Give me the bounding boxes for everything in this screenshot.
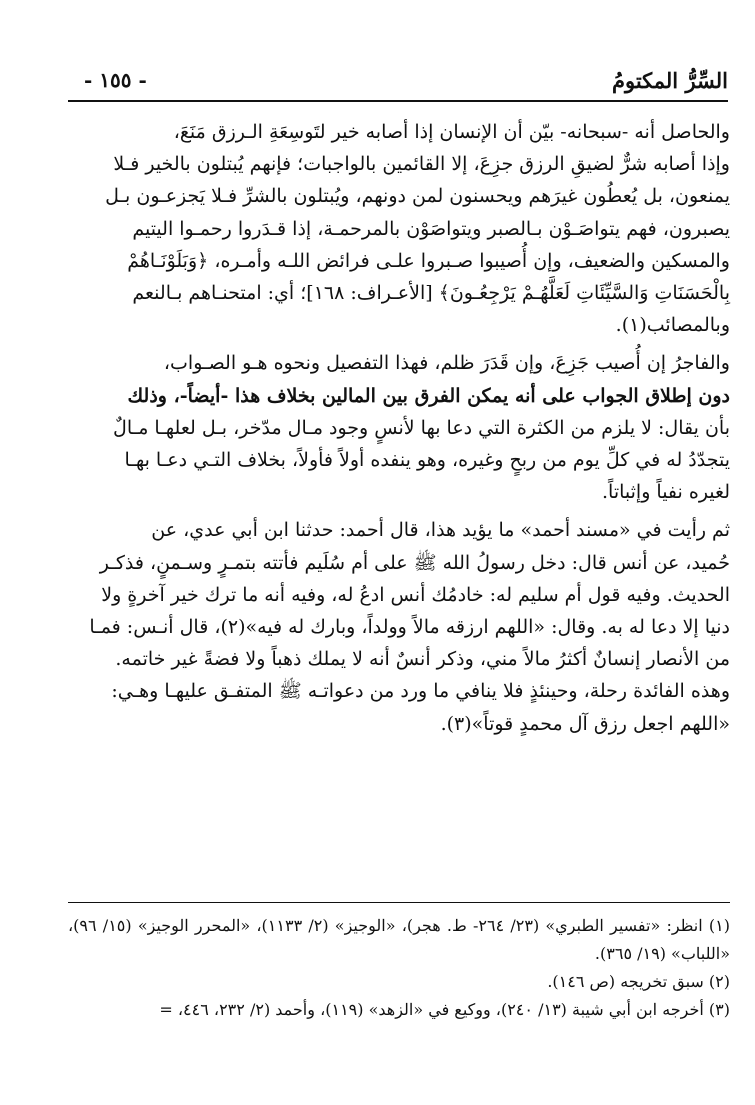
text-line: وبالمصائب(١). <box>615 314 730 337</box>
text-line: دون إطلاق الجواب على أنه يمكن الفرق بين المالين بخلاف هذا -أيضاً-، وذلك <box>127 384 730 407</box>
text-line: والمسكين والضعيف، وإن أُصيبوا صـبروا علـى فرائض اللـه وأمـره، ﴿وَبَلَوْنَـاهُمْ <box>127 249 730 272</box>
page-header <box>68 68 728 98</box>
footnote-1: (١) انظر: «تفسير الطبري» (٢٣/ ٢٦٤- ط. هجر)، «الوجيز» (٢/ ١١٣٣)، «المحرر الوجيز» (١٥/ ٩٦)، «اللباب» (١٩/ ٣٦٥). <box>68 916 730 963</box>
text-line: بِالْحَسَنَاتِ وَالسَّيِّئَاتِ لَعَلَّهُـمْ يَرْجِعُـونَ﴾ [الأعـراف: ١٦٨]؛ أي: امتحنـاهم بـالنعم <box>132 282 730 305</box>
text-line: لغيره نفياً وإثباتاً. <box>601 481 730 504</box>
text-line: والحاصل أنه -سبحانه- بيّن أن الإنسان إذا أصابه خير لتَوسِعَةِ الـرزق مَنَعَ، <box>173 121 730 143</box>
footnote-rule <box>68 902 730 903</box>
footnotes <box>68 912 730 1024</box>
footnote-3: (٣) أخرجه ابن أبي شيبة (١٣/ ٢٤٠)، ووكيع في «الزهد» (١١٩)، وأحمد (٢/ ٢٣٢، ٤٤٦، = <box>159 1000 730 1019</box>
paragraph-2 <box>68 347 730 508</box>
text-line: والفاجرُ إن أُصيب جَزِعَ، وإن قَدَرَ ظلم، فهذا التفصيل ونحوه هـو الصـواب، <box>163 352 730 375</box>
text-line: يتجدّدُ له في كلِّ يوم من ربحٍ وغيره، وهو ينفده أولاً فأولاً، بخلاف التـي دعـا بهـا <box>124 449 730 472</box>
paragraph-1 <box>68 116 730 341</box>
paragraph-3 <box>68 514 730 739</box>
footnote-2: (٢) سبق تخريجه (ص ١٤٦). <box>547 972 730 991</box>
text-line: ثم رأيت في «مسند أحمد» ما يؤيد هذا، قال أحمد: حدثنا ابن أبي عدي، عن <box>151 519 730 542</box>
page-number: - ١٥٥ - <box>84 68 147 92</box>
text-line: بأن يقال: لا يلزم من الكثرة التي دعا بها لأنسٍ وجود مـال مدّخر، بـل لعلهـا مـالٌ <box>113 416 730 439</box>
text-line: «اللهم اجعل رزق آل محمدٍ قوتاً»(٣). <box>440 712 730 735</box>
text-line: من الأنصار إنسانٌ أكثرُ مالاً مني، وذكر أنسٌ أنه لا يملك ذهباً ولا فضةً غير خاتمه. <box>115 648 730 671</box>
header-rule <box>68 100 728 102</box>
text-line: الحديث. وفيه قول أم سليم له: خادمُك أنس ادعُ له، وفيه أنه ما ترك خير آخرةٍ ولا <box>101 583 730 606</box>
running-title: السِّرُّ المكتومُ <box>611 68 728 93</box>
text-line: وإذا أصابه شرٌّ لضيقِ الرزق جزِعَ، إلا القائمين بالواجبات؛ فإنهم يُبتلون بالخير فـلا <box>113 153 730 176</box>
text-line: وهذه الفائدة رحلة، وحينئذٍ فلا ينافي ما ورد من دعواتـه ﷺ المتفـق عليهـا وهـي: <box>111 680 730 703</box>
text-line: يمنعون، بل يُعطُون غيرَهم ويحسنون لمن دونهم، ويُبتلون بالشرِّ فـلا يَجزعـون بـل <box>105 185 730 208</box>
text-line: دنيا إلا دعا له به. وقال: «اللهم ارزقه مالاً وولداً، وبارك له فيه»(٢)، قال أنـس: فمـا <box>89 616 730 639</box>
text-line: يصبرون، فهم يتواصَـوْن بـالصبر ويتواصَوْن بالمرحمـة، إذا قـدَروا رحمـوا اليتيم <box>132 217 730 240</box>
text-line: حُميد، عن أنس قال: دخل رسولُ الله ﷺ على أم سُلَيم فأتته بتمـرٍ وسـمنٍ، فذكـر <box>99 551 730 574</box>
main-text <box>68 116 730 746</box>
